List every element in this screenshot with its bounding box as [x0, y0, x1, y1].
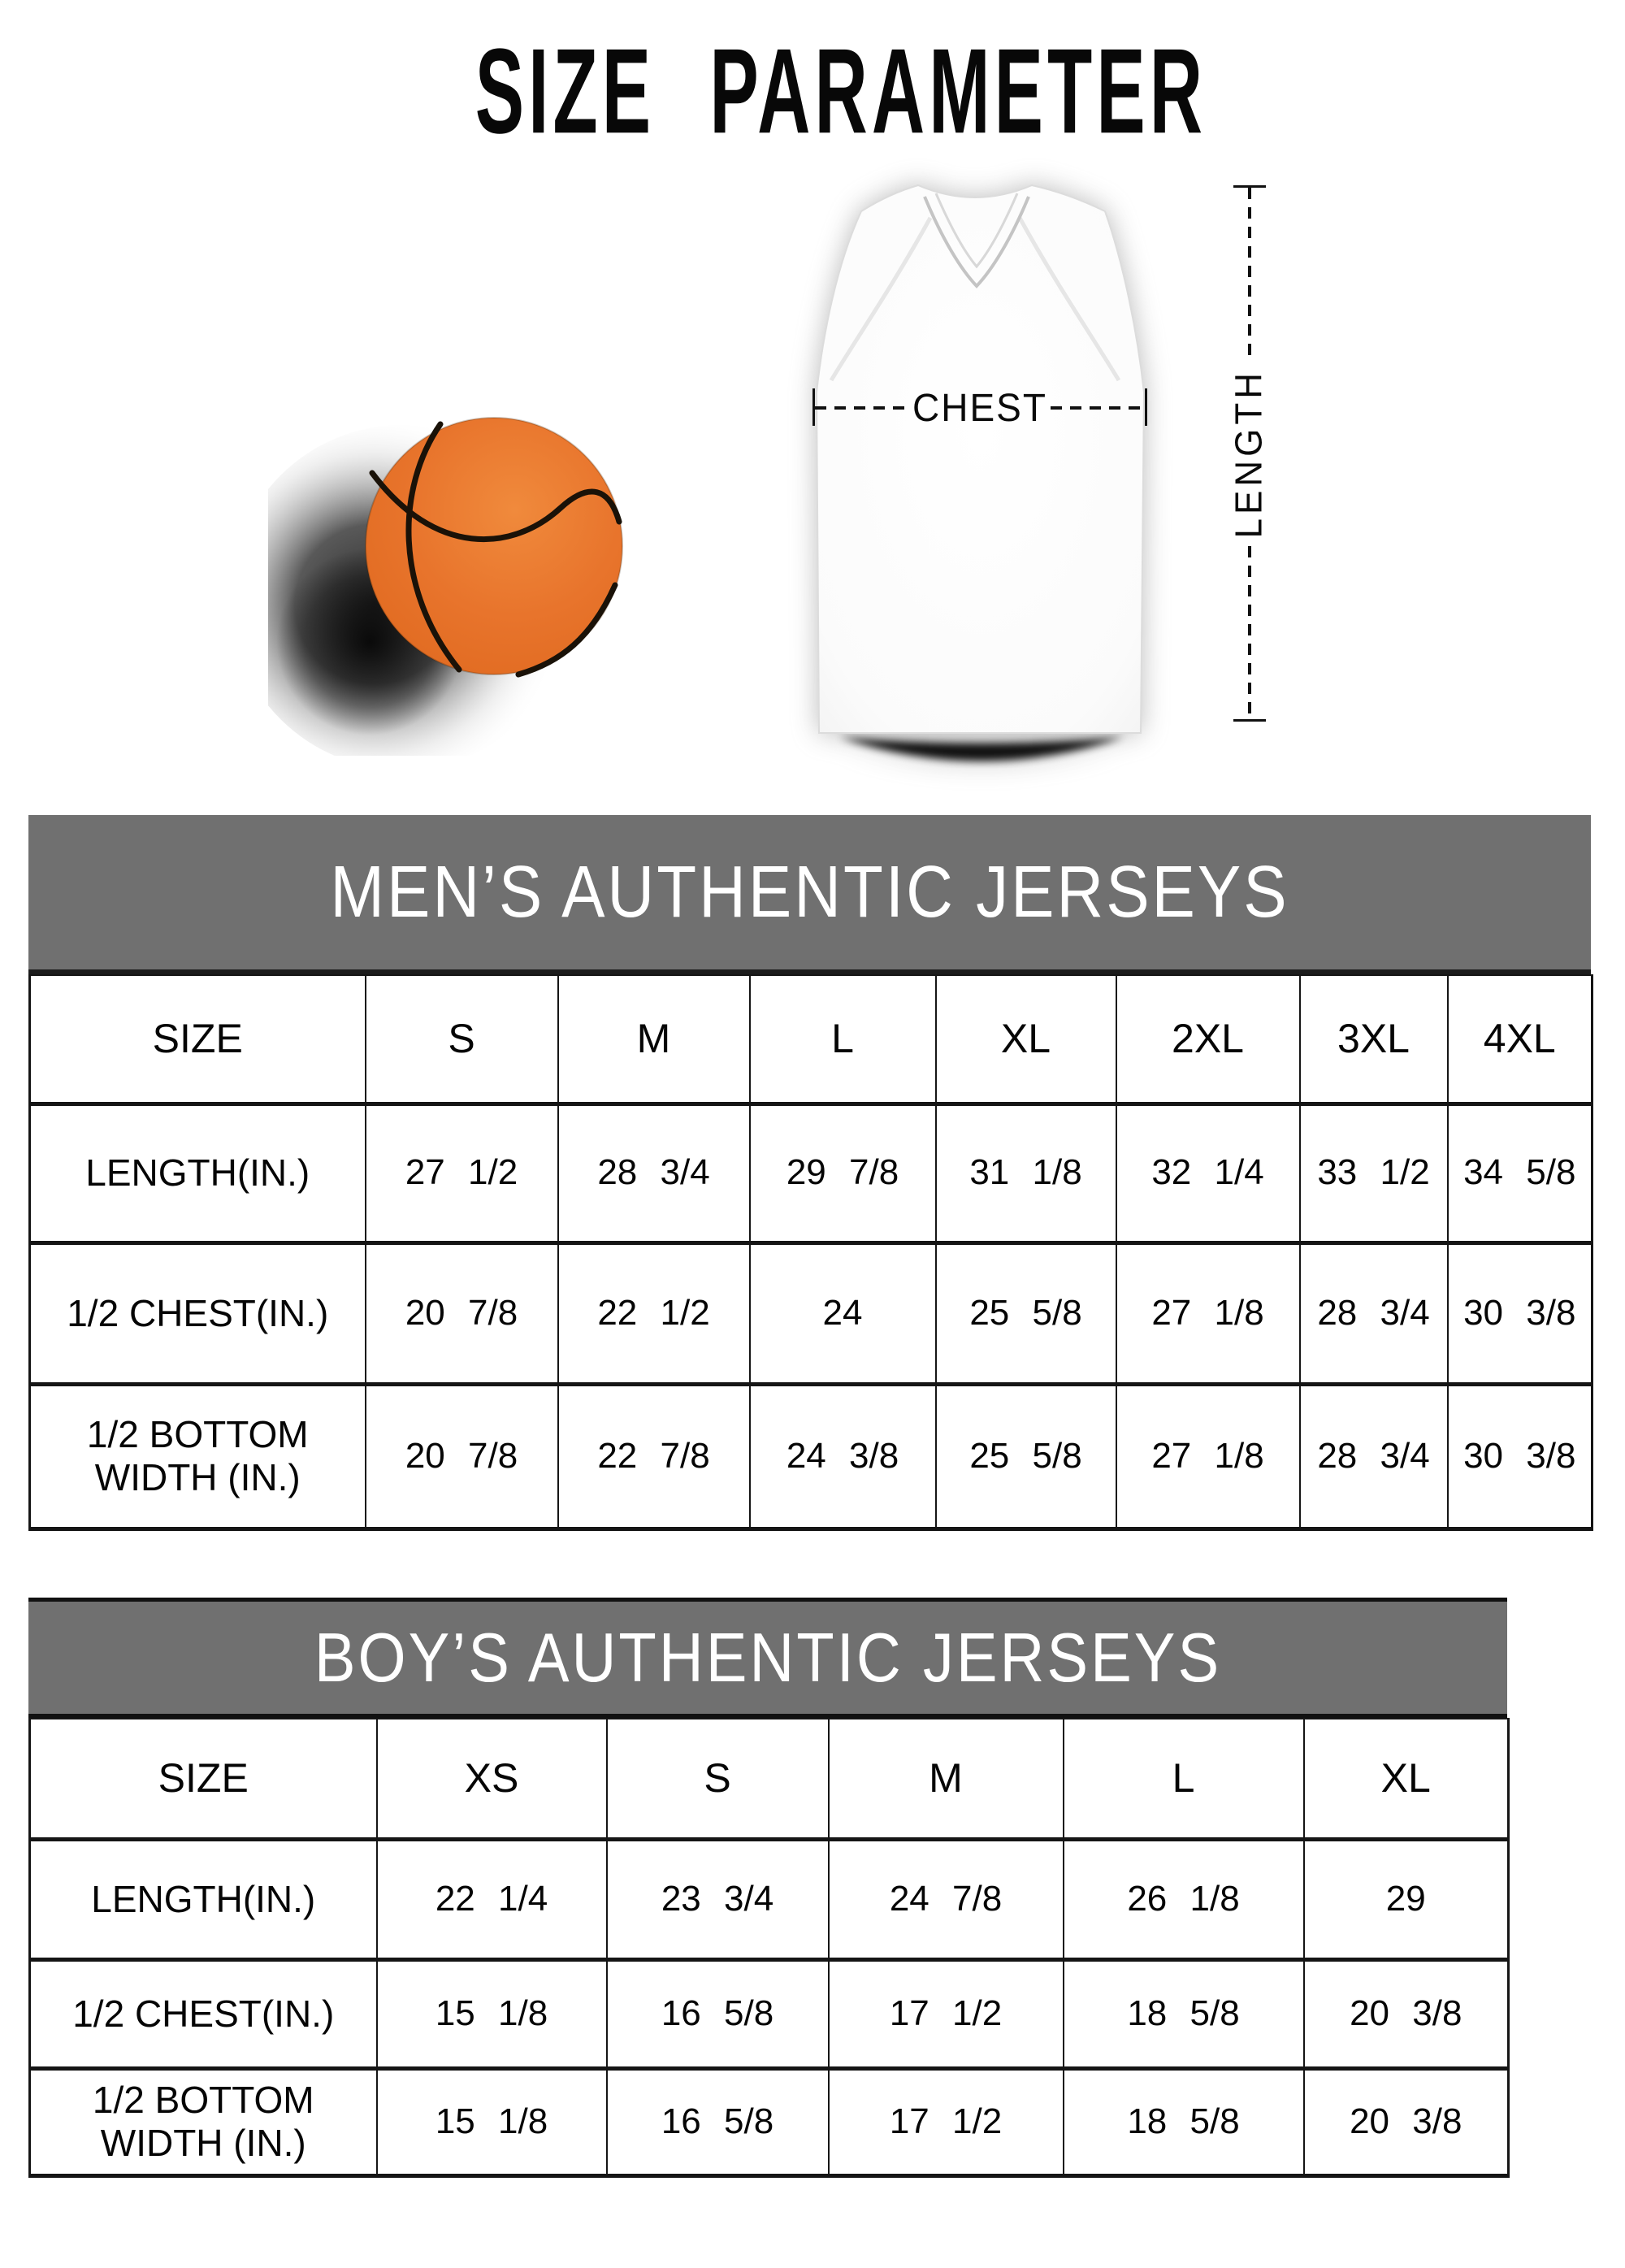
- chest-tick-right: [1145, 388, 1147, 426]
- row-label-line1: 1/2 BOTTOM: [92, 2079, 314, 2122]
- size-value: 16 5/8: [607, 1959, 829, 2068]
- jersey-figure: [792, 171, 1174, 788]
- column-header: L: [1064, 1719, 1304, 1839]
- size-value: 20 7/8: [366, 1242, 558, 1384]
- row-label: 1/2 CHEST(IN.): [30, 1959, 377, 2068]
- column-header: M: [558, 975, 750, 1104]
- size-value: 22 1/4: [377, 1839, 607, 1959]
- size-value: 30 3/8: [1448, 1242, 1592, 1384]
- size-value: 28 3/4: [1300, 1384, 1448, 1529]
- column-header: 2XL: [1116, 975, 1300, 1104]
- size-value: 28 3/4: [558, 1104, 750, 1242]
- size-value: 17 1/2: [829, 2068, 1064, 2175]
- column-header: XL: [1304, 1719, 1509, 1839]
- column-header: M: [829, 1719, 1064, 1839]
- column-header: S: [607, 1719, 829, 1839]
- column-header: SIZE: [30, 975, 366, 1104]
- row-label-line2: WIDTH (IN.): [94, 1456, 301, 1498]
- jersey-body: [817, 185, 1144, 733]
- boys-table-banner: [28, 1598, 1507, 1718]
- basketball-icon: [268, 398, 634, 756]
- mens-half-chest-row: [30, 1242, 1592, 1384]
- size-value: 32 1/4: [1116, 1104, 1300, 1242]
- size-value: 23 3/4: [607, 1839, 829, 1959]
- size-value: 33 1/2: [1300, 1104, 1448, 1242]
- size-value: 30 3/8: [1448, 1384, 1592, 1529]
- size-value: 25 5/8: [936, 1242, 1116, 1384]
- mens-table-banner: [28, 815, 1591, 974]
- row-label: [30, 1384, 366, 1529]
- size-value: 24 7/8: [829, 1839, 1064, 1959]
- size-value: 18 5/8: [1064, 2068, 1304, 2175]
- page-title: SIZE PARAMETER: [474, 24, 1207, 158]
- size-value: 27 1/2: [366, 1104, 558, 1242]
- boys-table-title: BOY’S AUTHENTIC JERSEYS: [314, 1619, 1222, 1697]
- row-label: LENGTH(IN.): [30, 1104, 366, 1242]
- size-value: 17 1/2: [829, 1959, 1064, 2068]
- jersey-hem-shadow: [839, 737, 1124, 761]
- column-header: SIZE: [30, 1719, 377, 1839]
- size-value: 28 3/4: [1300, 1242, 1448, 1384]
- boys-length-row: [30, 1839, 1509, 1959]
- length-dashes-top: [1248, 188, 1251, 361]
- size-value: 15 1/8: [377, 2068, 607, 2175]
- chest-label: CHEST: [912, 384, 1047, 430]
- boys-header-row: [30, 1719, 1509, 1839]
- boys-size-table: [28, 1718, 1510, 2178]
- size-value: 16 5/8: [607, 2068, 829, 2175]
- size-value: 20 3/8: [1304, 1959, 1509, 2068]
- size-value: 24: [750, 1242, 936, 1384]
- column-header: 3XL: [1300, 975, 1448, 1104]
- column-header: 4XL: [1448, 975, 1592, 1104]
- row-label-line1: 1/2 BOTTOM: [86, 1413, 309, 1456]
- mens-header-row: [30, 975, 1592, 1104]
- row-label: 1/2 CHEST(IN.): [30, 1242, 366, 1384]
- size-value: 27 1/8: [1116, 1242, 1300, 1384]
- boys-half-chest-row: [30, 1959, 1509, 2068]
- row-label: LENGTH(IN.): [30, 1839, 377, 1959]
- size-value: 29 7/8: [750, 1104, 936, 1242]
- boys-half-bottom-width-row: [30, 2068, 1509, 2175]
- column-header: S: [366, 975, 558, 1104]
- chest-dashes-right: [1051, 406, 1145, 410]
- column-header: XL: [936, 975, 1116, 1104]
- mens-size-table: [28, 974, 1593, 1531]
- row-label-line2: WIDTH (IN.): [100, 2122, 306, 2164]
- size-value: 34 5/8: [1448, 1104, 1592, 1242]
- mens-table-title: MEN’S AUTHENTIC JERSEYS: [330, 851, 1289, 933]
- size-value: 20 3/8: [1304, 2068, 1509, 2175]
- chest-dashes-left: [815, 406, 909, 410]
- length-tick-bottom: [1233, 719, 1266, 722]
- size-value: 20 7/8: [366, 1384, 558, 1529]
- mens-length-row: [30, 1104, 1592, 1242]
- length-measure-line: [1228, 185, 1271, 722]
- row-label: [30, 2068, 377, 2175]
- size-value: 26 1/8: [1064, 1839, 1304, 1959]
- length-dashes-bottom: [1248, 546, 1251, 719]
- size-value: 31 1/8: [936, 1104, 1116, 1242]
- size-value: 24 3/8: [750, 1384, 936, 1529]
- column-header: XS: [377, 1719, 607, 1839]
- size-value: 29: [1304, 1839, 1509, 1959]
- size-value: 18 5/8: [1064, 1959, 1304, 2068]
- column-header: L: [750, 975, 936, 1104]
- length-label: LENGTH: [1228, 368, 1271, 539]
- chest-measure-line: [812, 384, 1147, 430]
- size-value: 22 7/8: [558, 1384, 750, 1529]
- size-value: 27 1/8: [1116, 1384, 1300, 1529]
- size-value: 15 1/8: [377, 1959, 607, 2068]
- size-value: 25 5/8: [936, 1384, 1116, 1529]
- size-value: 22 1/2: [558, 1242, 750, 1384]
- mens-half-bottom-width-row: [30, 1384, 1592, 1529]
